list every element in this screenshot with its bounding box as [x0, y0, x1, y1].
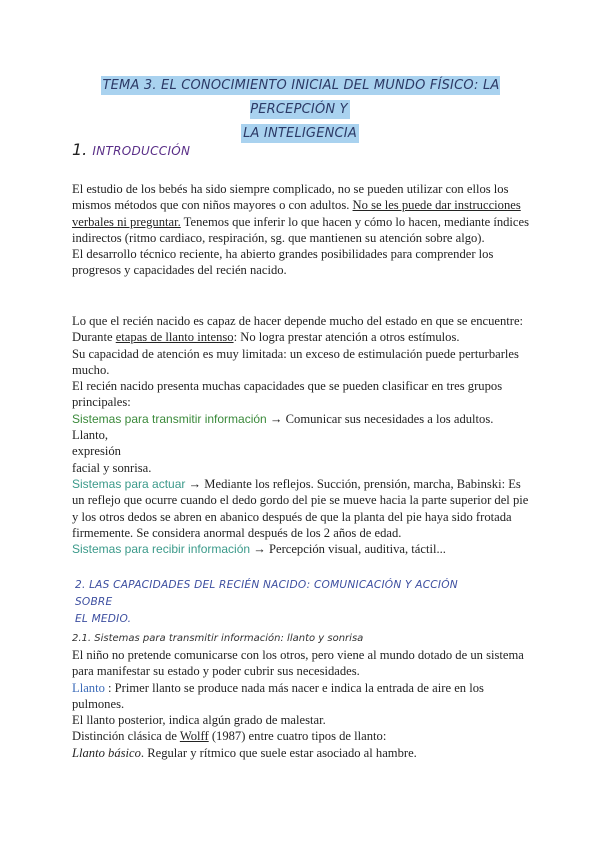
llanto-text: : Primer llanto se produce nada más nacer e indica la entrada de aire en los pulmones. — [72, 680, 484, 711]
section-2-heading — [75, 577, 475, 628]
system-transmit-label: Sistemas para transmitir información — [72, 411, 267, 426]
section-2-1-body — [72, 647, 532, 761]
state-underlined: etapas de llanto intenso — [115, 330, 234, 345]
wolff-paragraph — [72, 728, 532, 744]
system-act-label: Sistemas para actuar — [72, 476, 186, 491]
communicate-paragraph: El niño no pretende comunicarse con los otros, pero viene al mundo dotado de un sistema para manifestar su estado y poder cubrir sus necesidades. — [72, 648, 524, 679]
system-transmit — [72, 411, 532, 476]
llanto-basico-paragraph — [72, 745, 532, 761]
system-act-text: → Mediante los reflejos. Succión, prensión, marcha, Babinski: Es un reflejo que ocurre cuando el dedo gordo del pie se mueve hacia la parte superior del pie y los otros dedos se abren en abanico después de que la planta del pie haya sido frotada firmemente. Se considera anormal después de los 2 años de edad. — [72, 476, 529, 540]
state-text-a: Lo que el recién nacido es capaz de hacer depende mucho del estado en que se encuentre: Durante — [72, 314, 524, 345]
system-transmit-text-2: expresión — [72, 444, 121, 459]
llanto-basico-text: . Regular y rítmico que suele estar asociado al hambre. — [140, 745, 417, 760]
wolff-name: Wolff — [179, 729, 209, 744]
attention-paragraph: Su capacidad de atención es muy limitada: un exceso de estimulación puede perturbarles mucho. — [72, 346, 519, 377]
intro-underlined: No se les puede dar instrucciones verbales ni preguntar. — [72, 198, 521, 229]
section-1-number: 1. — [72, 140, 88, 159]
capacities-block — [72, 313, 532, 557]
state-text-b: : No logra prestar atención a otros estímulos. — [233, 330, 460, 345]
intro-paragraph-1 — [72, 181, 532, 246]
llanto-basico-term: Llanto básico — [72, 745, 141, 760]
section-1-title: INTRODUCCIÓN — [92, 144, 191, 158]
intro-paragraph-2: El desarrollo técnico reciente, ha abierto grandes posibilidades para comprender los progresos y capacidades del recién nacido. — [72, 247, 494, 278]
llanto-posterior-paragraph: El llanto posterior, indica algún grado de malestar. — [72, 713, 326, 728]
system-receive — [72, 541, 532, 557]
state-paragraph — [72, 313, 532, 346]
intro-block — [72, 181, 532, 279]
llanto-paragraph — [72, 680, 532, 713]
section-2-line-2: EL MEDIO. — [75, 613, 132, 625]
section-2-1-heading: 2.1. Sistemas para transmitir información: llanto y sonrisa — [72, 633, 364, 644]
llanto-label: Llanto — [72, 680, 105, 695]
intro-text-a: El estudio de los bebés ha sido siempre complicado, no se pueden utilizar con ellos los mismos métodos que con niños mayores o con adultos. — [72, 182, 509, 213]
system-transmit-text: → Comunicar sus necesidades a los adultos. Llanto, — [72, 411, 494, 443]
title-line-2: LA INTELIGENCIA — [243, 126, 357, 141]
system-receive-text: → Percepción visual, auditiva, táctil... — [250, 542, 446, 557]
section-1-heading — [72, 140, 190, 159]
wolff-text-b: (1987) entre cuatro tipos de llanto: — [208, 729, 387, 744]
title-line-1: TEMA 3. EL CONOCIMIENTO INICIAL DEL MUNDO FÍSICO: LA PERCEPCIÓN Y — [102, 78, 500, 117]
groups-paragraph: El recién nacido presenta muchas capacidades que se pueden clasificar en tres grupos principales: — [72, 379, 503, 410]
system-transmit-text-3: facial y sonrisa. — [72, 460, 152, 475]
document-title — [60, 74, 540, 146]
system-receive-label: Sistemas para recibir información — [72, 542, 251, 557]
section-2-line-1: 2. LAS CAPACIDADES DEL RECIÉN NACIDO: COMUNICACIÓN Y ACCIÓN SOBRE — [75, 579, 458, 608]
system-act — [72, 476, 532, 541]
intro-text-b: Tenemos que inferir lo que hacen y cómo lo hacen, mediante índices indirectos (ritmo cardiaco, respiración, sg. que mantienen su atención sobre algo). — [72, 214, 530, 245]
wolff-text-a: Distinción clásica de — [72, 729, 180, 744]
